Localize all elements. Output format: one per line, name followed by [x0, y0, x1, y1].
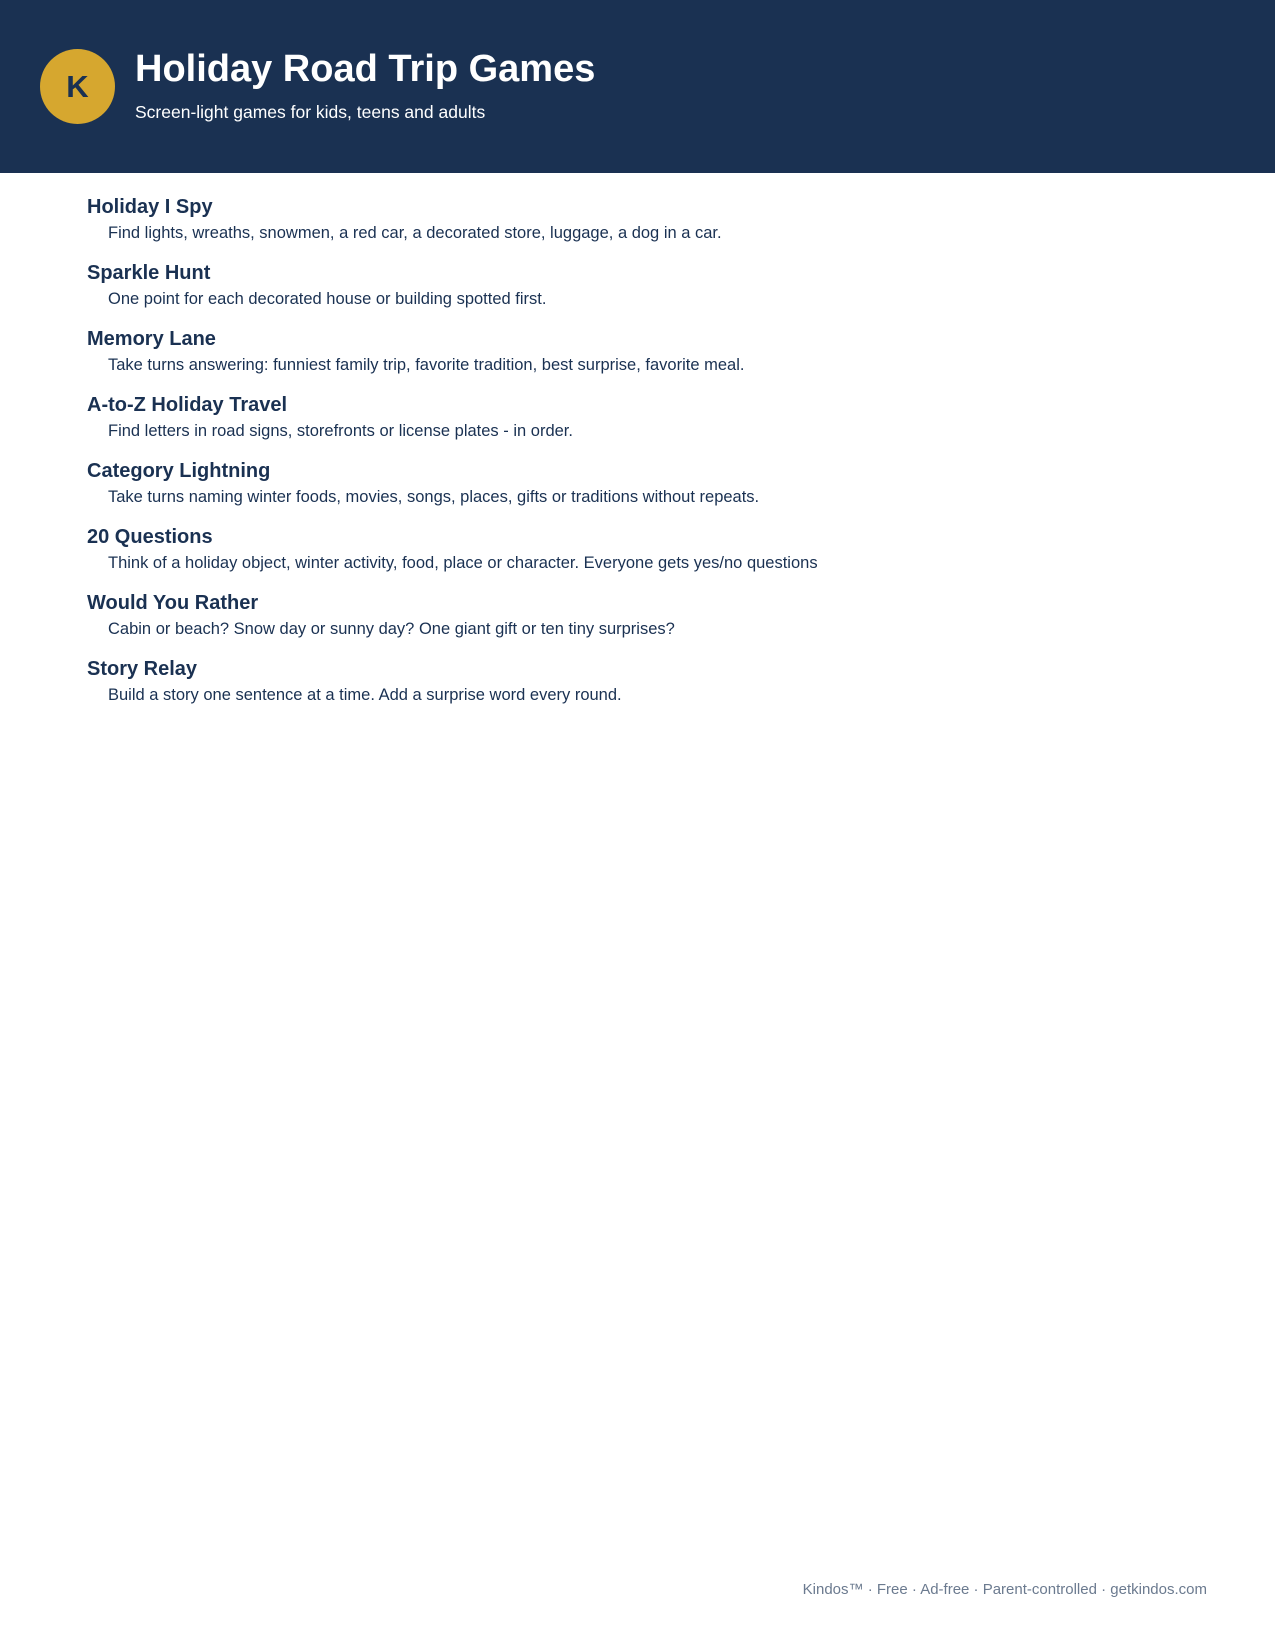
game-item-story-relay	[87, 656, 1187, 722]
game-name: A-to-Z Holiday Travel	[87, 394, 288, 416]
game-description: Find lights, wreaths, snowmen, a red car, a decorated store, luggage, a dog in a car.	[108, 224, 722, 242]
logo-letter: K	[66, 68, 89, 104]
game-description: Take turns naming winter foods, movies, songs, places, gifts or traditions without repeats.	[108, 488, 760, 506]
game-name: 20 Questions	[87, 526, 213, 548]
page-header	[0, 0, 1275, 173]
game-name: Category Lightning	[87, 460, 271, 482]
page-footer: Kindos™ · Free · Ad-free · Parent-controlled · getkindos.com	[802, 1581, 1207, 1598]
game-item-memory-lane	[87, 326, 1187, 392]
games-list	[87, 194, 1187, 722]
game-name: Story Relay	[87, 658, 198, 680]
game-name: Memory Lane	[87, 328, 216, 350]
page-title: Holiday Road Trip Games	[135, 48, 596, 90]
page-subtitle: Screen-light games for kids, teens and adults	[135, 102, 486, 122]
game-item-category-lightning	[87, 458, 1187, 524]
game-item-would-you-rather	[87, 590, 1187, 656]
game-description: Find letters in road signs, storefronts or license plates - in order.	[108, 422, 573, 440]
game-item-20-questions	[87, 524, 1187, 590]
game-item-sparkle-hunt	[87, 260, 1187, 326]
game-name: Would You Rather	[87, 592, 259, 614]
game-item-a-to-z-holiday-travel	[87, 392, 1187, 458]
brand-logo	[40, 49, 115, 124]
game-name: Sparkle Hunt	[87, 262, 211, 284]
game-name: Holiday I Spy	[87, 196, 213, 218]
game-description: Build a story one sentence at a time. Add a surprise word every round.	[108, 686, 622, 704]
game-description: One point for each decorated house or building spotted first.	[108, 290, 547, 308]
game-description: Take turns answering: funniest family trip, favorite tradition, best surprise, favorite meal.	[108, 356, 745, 374]
game-description: Cabin or beach? Snow day or sunny day? One giant gift or ten tiny surprises?	[108, 620, 675, 638]
game-description: Think of a holiday object, winter activity, food, place or character. Everyone gets yes/no questions	[108, 554, 818, 572]
game-item-holiday-i-spy	[87, 194, 1187, 260]
